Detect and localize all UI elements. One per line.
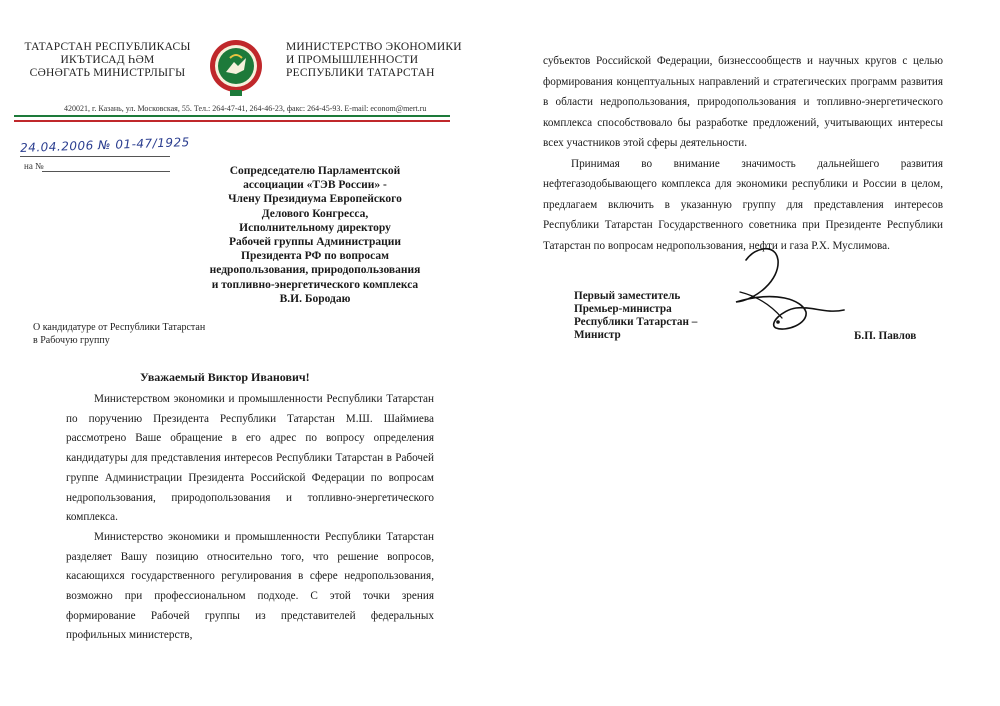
letterhead-tricolor-rule [14, 115, 450, 124]
addressee-line: Делового Конгресса, [261, 207, 369, 220]
addressee-line: Президента РФ по вопросам [241, 250, 389, 263]
reference-number-label: на № [24, 161, 44, 171]
letterhead-tatar-line: ИКЪТИСАД ҺӘМ [60, 54, 155, 66]
signer-title-line: Премьер-министра [574, 303, 672, 315]
registration-underline [20, 156, 170, 157]
addressee-line: и топливно-энергетического комплекса [211, 278, 419, 291]
handwritten-signature-icon [716, 240, 856, 350]
addressee-line: ассоциации «ТЭВ России» - [243, 179, 387, 192]
letter-body-page-1 [66, 390, 434, 646]
addressee-line: В.И. Бородаю [279, 292, 351, 305]
addressee-line: Исполнительному директору [239, 221, 391, 234]
signer-title-block [574, 290, 697, 342]
signer-title-line: Первый заместитель [574, 290, 681, 302]
body-paragraph: Принимая во внимание значимость дальнейшего развития нефтегазодобывающего комплекса для экономики республики и России в целом, предлагаем включить в указанную группу для представления интересов Республики Татарстан Государственного советника при Президенте Республики Татарстан по вопросам недропользования, нефти и газа Р.Х. Муслимова. [543, 157, 943, 252]
reference-underline [42, 171, 170, 172]
letterhead-tatar-line: СӘНӘГАТЬ МИНИСТРЛЫГЫ [29, 67, 186, 79]
letter-page-2 [500, 0, 1000, 706]
letter-body-page-2 [543, 51, 943, 256]
subject-block [33, 321, 205, 347]
letterhead-russian-line: РЕСПУБЛИКИ ТАТАРСТАН [286, 67, 435, 79]
letterhead-russian-line: И ПРОМЫШЛЕННОСТИ [286, 54, 419, 66]
letterhead-tatar-title [20, 41, 195, 80]
signer-name: Б.П. Павлов [854, 330, 917, 342]
addressee-line: Члену Президиума Европейского [228, 193, 402, 206]
addressee-block [180, 164, 450, 306]
body-paragraph: субъектов Российской Федерации, бизнессообществ и научных кругов с целью формирования концептуальных направлений и стратегических программ развития в области недропользования, природопользования и топливно-энергетического комплекса способствовало бы разработке предложений, учитывающих интересы всех участников этой сферы деятельности. [543, 55, 943, 149]
subject-line: в Рабочую группу [33, 335, 110, 346]
letterhead-contacts: 420021, г. Казань, ул. Московская, 55. Тел.: 264-47-41, 264-46-23, факс: 264-45-93. E-mail: econom@mert.ru [64, 104, 427, 113]
subject-line: О кандидатуре от Республики Татарстан [33, 322, 206, 333]
salutation: Уважаемый Виктор Иванович! [140, 370, 310, 384]
letterhead-russian-title [286, 41, 466, 80]
letterhead-russian-line: МИНИСТЕРСТВО ЭКОНОМИКИ [286, 41, 462, 53]
addressee-line: Рабочей группы Администрации [229, 236, 401, 249]
registration-date-number: 24.04.2006 № 01-47/1925 [19, 135, 190, 155]
signer-title-line: Республики Татарстан – [574, 316, 698, 328]
addressee-line: Сопредседателю Парламентской [229, 165, 401, 177]
letterhead-tatar-line: ТАТАРСТАН РЕСПУБЛИКАСЫ [24, 41, 191, 53]
addressee-line: недропользования, природопользования [209, 264, 421, 277]
body-paragraph: Министерство экономики и промышленности Республики Татарстан разделяет Вашу позицию относительно того, что решение вопросов, касающихся государственного регулирования в сфере недропользования, возможно при профессиональном подходе. С этой точки зрения формирование Рабочей группы из представителей федеральных профильных министерств, [66, 530, 434, 642]
body-paragraph: Министерством экономики и промышленности Республики Татарстан по поручению Президента Республики Татарстан М.Ш. Шаймиева рассмотрено Ваше обращение в его адрес по вопросу определения кандидатуры для представления интересов Республики Татарстан в Рабочей группе Администрации Президента Российской Федерации по вопросам недропользования, природопользования и топливно-энергетического комплекса. [66, 393, 434, 524]
signer-title-line: Министр [574, 329, 621, 341]
tatarstan-coat-of-arms-icon [208, 36, 264, 98]
